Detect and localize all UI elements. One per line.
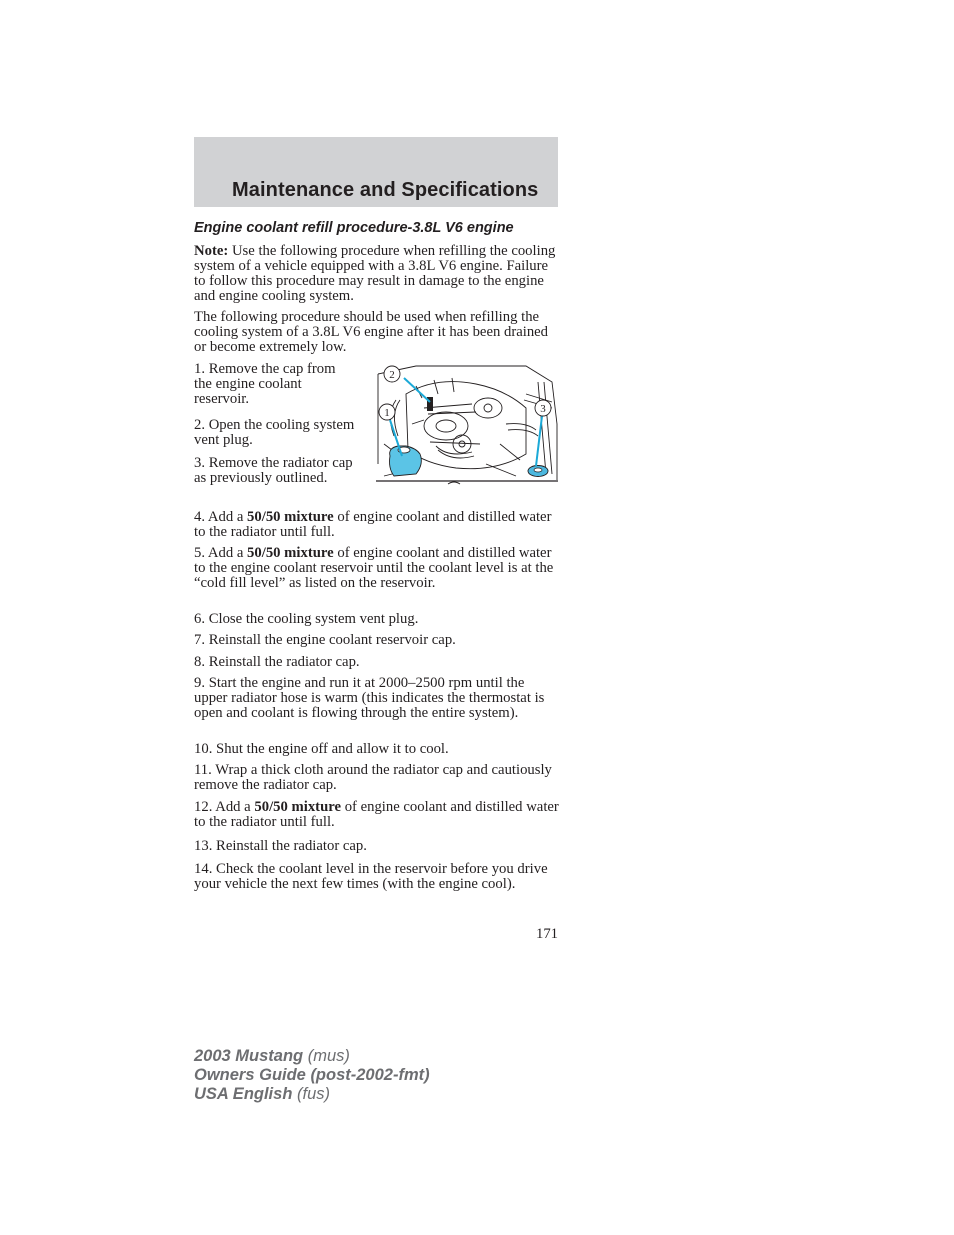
note-label: Note: (194, 243, 229, 259)
page-number: 171 (535, 926, 558, 942)
callout-2-label: 2 (389, 369, 395, 381)
step-13: 13. Reinstall the radiator cap. (194, 838, 367, 854)
document-footer (194, 1047, 430, 1104)
callout-3 (535, 400, 551, 416)
step-3: 3. Remove the radiator cap as previously outlined. (194, 455, 353, 486)
step-14: 14. Check the coolant level in the reservoir before you drive your vehicle the next few times (with the engine cool). (194, 861, 548, 892)
page-title: Maintenance and Specifications (232, 179, 539, 201)
callout-1 (379, 404, 395, 420)
section-title: Engine coolant refill procedure-3.8L V6 engine (194, 220, 514, 236)
callout-2 (384, 366, 400, 382)
note-paragraph (194, 244, 560, 304)
step-4: 4. Add a 50/50 mixture of engine coolant and distilled water to the radiator until full. (194, 509, 552, 540)
section-header-band (194, 137, 558, 207)
step-7: 7. Reinstall the engine coolant reservoir cap. (194, 632, 456, 648)
engine-illustration (376, 364, 558, 486)
step-10: 10. Shut the engine off and allow it to cool. (194, 741, 449, 757)
footer-line-1: 2003 Mustang (mus) (194, 1047, 350, 1065)
callout-1-label: 1 (384, 407, 390, 419)
step-6: 6. Close the cooling system vent plug. (194, 611, 419, 627)
footer-line-2: Owners Guide (post-2002-fmt) (194, 1066, 430, 1084)
step-2: 2. Open the cooling system vent plug. (194, 417, 355, 448)
note-text: Use the following procedure when refilling the cooling system of a vehicle equipped with a 3.8L V6 engine. Failure to follow this procedure may result in damage to the engine and engine cooling system. (194, 243, 556, 304)
intro-paragraph: The following procedure should be used when refilling the cooling system of a 3.8L V6 engine after it has been drained or become extremely low. (194, 309, 549, 355)
step-12: 12. Add a 50/50 mixture of engine coolant and distilled water to the radiator until full. (194, 799, 559, 830)
step-5: 5. Add a 50/50 mixture of engine coolant and distilled water to the engine coolant reservoir until the coolant level is at the “cold fill level” as listed on the reservoir. (194, 545, 554, 591)
step-1: 1. Remove the cap from the engine coolant reservoir. (194, 361, 336, 407)
step-11: 11. Wrap a thick cloth around the radiator cap and cautiously remove the radiator cap. (194, 762, 552, 793)
footer-line-3: USA English (fus) (194, 1085, 330, 1103)
step-9: 9. Start the engine and run it at 2000–2500 rpm until the upper radiator hose is warm (this indicates the thermostat is open and coolant is flowing through the entire system). (194, 675, 545, 721)
step-8: 8. Reinstall the radiator cap. (194, 654, 360, 670)
callout-3-label: 3 (540, 403, 546, 415)
engine-illustration-svg (376, 364, 558, 486)
